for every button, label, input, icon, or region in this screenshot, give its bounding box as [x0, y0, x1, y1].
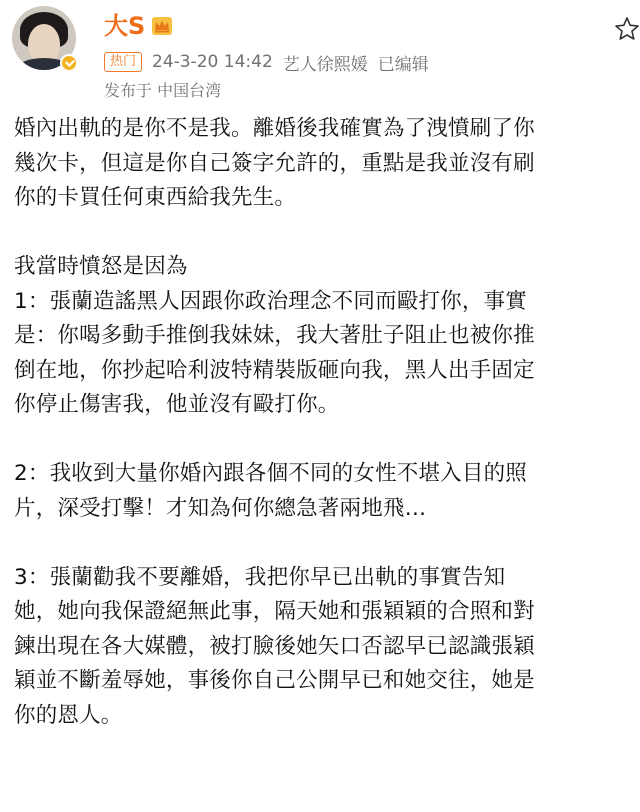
text-line: 鍊出現在各大媒體，被打臉後她矢口否認早已認識張穎	[14, 633, 535, 659]
text-line: 幾次卡，但這是你自己簽字允許的，重點是我並沒有刷	[14, 150, 535, 176]
edit-status[interactable]: 已编辑	[377, 54, 429, 75]
text-line: 倒在地，你抄起哈利波特精裝版砸向我，黑人出手固定	[14, 357, 535, 383]
paragraph-2	[14, 250, 630, 423]
paragraph-3	[14, 457, 630, 526]
verified-badge-icon	[60, 54, 78, 72]
text-line: 婚內出軌的是你不是我。離婚後我確實為了洩憤刷了你	[14, 116, 535, 141]
paragraph-4	[14, 561, 630, 734]
post-source[interactable]: 艺人徐熙媛	[282, 54, 368, 75]
post-location: 发布于 中国台湾	[104, 81, 222, 100]
text-line: 是：你喝多動手推倒我妹妹，我大著肚子阻止也被你推	[14, 323, 535, 348]
text-line: 1：張蘭造謠黑人因跟你政治理念不同而毆打你，事實	[14, 288, 527, 314]
text-line: 穎並不斷羞辱她，事後你自己公開早已和她交往，她是	[14, 668, 535, 693]
paragraph-gap	[14, 216, 630, 251]
star-icon[interactable]	[614, 16, 640, 42]
paragraph-1	[14, 112, 630, 216]
paragraph-gap	[14, 526, 630, 561]
hot-tag[interactable]: 热门	[104, 52, 142, 72]
text-line: 你的卡買任何東西給我先生。	[14, 185, 297, 210]
text-line: 我當時憤怒是因為	[14, 254, 188, 279]
username-row	[104, 10, 173, 42]
paragraph-gap	[14, 423, 630, 458]
text-line: 她，她向我保證絕無此事，隔天她和張穎穎的合照和對	[14, 599, 535, 624]
text-line: 片，深受打擊！才知為何你總急著兩地飛…	[14, 495, 427, 521]
text-line: 你的恩人。	[14, 702, 123, 728]
text-line: 你停止傷害我，他並沒有毆打你。	[14, 392, 340, 417]
post-body	[14, 112, 630, 733]
username[interactable]: 大S	[104, 12, 146, 40]
post-meta	[104, 50, 429, 74]
post-header	[0, 0, 640, 110]
crown-icon	[151, 16, 173, 36]
text-line: 2：我收到大量你婚內跟各個不同的女性不堪入目的照	[14, 461, 527, 486]
text-line: 3：張蘭勸我不要離婚，我把你早已出軌的事實告知	[14, 564, 506, 590]
post-timestamp: 24-3-20 14:42	[152, 52, 273, 72]
